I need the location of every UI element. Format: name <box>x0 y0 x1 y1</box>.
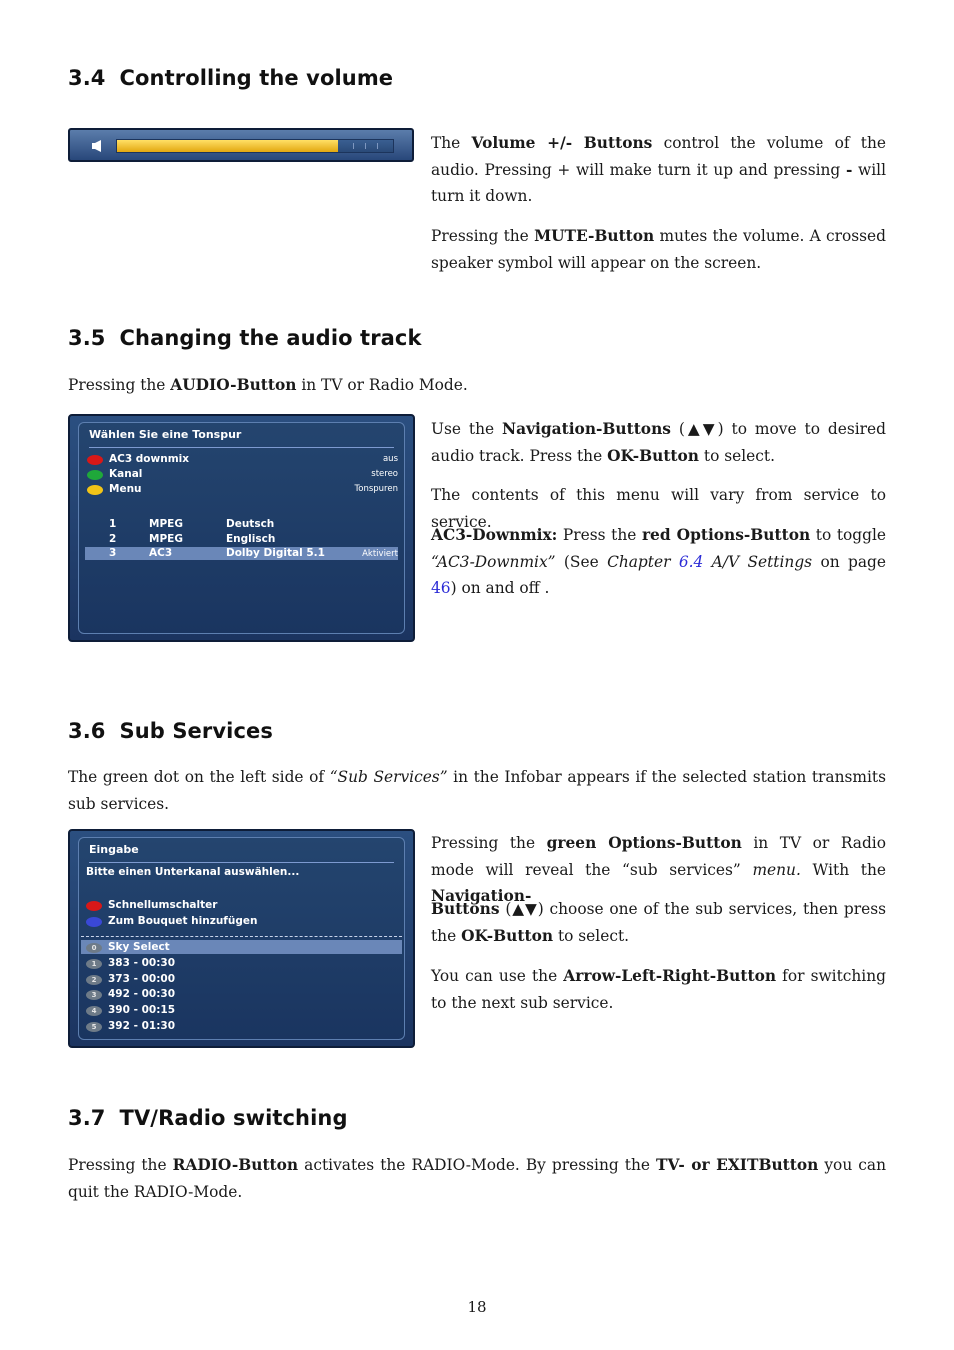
radio-paragraph: Pressing the RADIO-Button activates the RADIO-Mode. By pressing the TV- or EXITButton you can quit the RADIO-Mode. <box>68 1156 886 1201</box>
number-5-icon: 5 <box>86 1022 102 1032</box>
section-title: Changing the audio track <box>119 326 422 350</box>
track-codec: MPEG <box>149 518 183 530</box>
volume-tick <box>365 143 366 149</box>
dashed-separator <box>81 936 402 937</box>
section-number: 3.6 <box>68 719 106 743</box>
option-label: AC3 downmix <box>109 453 190 465</box>
service-label: 373 - 00:00 <box>108 973 176 985</box>
option-value: stereo <box>371 469 398 479</box>
track-codec: MPEG <box>149 533 183 545</box>
section-number: 3.4 <box>68 66 106 90</box>
volume-bar-screenshot <box>68 128 414 162</box>
red-button-icon <box>87 455 103 465</box>
audio-paragraph-1: Use the Navigation-Buttons (▲▼) to move to desired audio track. Press the OK-Button to select. <box>431 420 886 465</box>
option-value: Tonspuren <box>354 484 398 494</box>
track-number: 3 <box>109 547 117 559</box>
page-link[interactable]: 46 <box>431 579 451 597</box>
option-value: aus <box>382 454 398 464</box>
section-heading-3-7 <box>68 1106 348 1130</box>
number-4-icon: 4 <box>86 1006 102 1016</box>
volume-paragraph-2: Pressing the MUTE-Button mutes the volume. A crossed speaker symbol will appear on the screen. <box>431 227 887 272</box>
service-label: 383 - 00:30 <box>108 957 176 969</box>
volume-tick <box>353 143 354 149</box>
menu-title: Wählen Sie eine Tonspur <box>89 423 394 448</box>
option-label: Menu <box>109 483 142 495</box>
volume-tick <box>377 143 378 149</box>
audio-track-menu-screenshot <box>68 414 415 642</box>
speaker-icon <box>90 140 106 152</box>
section-title: TV/Radio switching <box>119 1106 348 1130</box>
track-number: 2 <box>109 533 117 545</box>
section-title: Controlling the volume <box>119 66 394 90</box>
section-title: Sub Services <box>119 719 273 743</box>
page-number: 18 <box>467 1298 487 1316</box>
service-label: 392 - 01:30 <box>108 1020 176 1032</box>
section-heading-3-4 <box>68 66 393 90</box>
track-codec: AC3 <box>149 547 173 559</box>
section-number: 3.7 <box>68 1106 106 1130</box>
volume-track <box>116 139 394 153</box>
sub-services-intro: The green dot on the left side of “Sub Services” in the Infobar appears if the selected station transmits sub services. <box>68 768 886 813</box>
sub-services-paragraph-2: Buttons (▲▼) choose one of the sub services, then press the OK-Button to select. <box>431 900 886 945</box>
blue-button-icon <box>86 917 102 927</box>
option-label: Zum Bouquet hinzufügen <box>108 915 258 927</box>
volume-fill <box>117 140 338 152</box>
number-0-icon: 0 <box>86 943 102 953</box>
section-heading-3-6 <box>68 719 273 743</box>
number-2-icon: 2 <box>86 975 102 985</box>
number-3-icon: 3 <box>86 990 102 1000</box>
volume-paragraph-1: The Volume +/- Buttons control the volume of the audio. Pressing + will make turn it up and pressing - will turn it down. <box>431 134 886 205</box>
sub-services-paragraph-3: You can use the Arrow-Left-Right-Button for switching to the next sub service. <box>431 967 886 1012</box>
menu-panel <box>78 422 405 634</box>
option-label: Kanal <box>109 468 143 480</box>
service-label: Sky Select <box>108 941 170 953</box>
number-1-icon: 1 <box>86 959 102 969</box>
red-button-icon <box>86 901 102 911</box>
audio-paragraph-2: The contents of this menu will vary from service to service. <box>431 486 886 531</box>
audio-paragraph-3: AC3-Downmix: Press the red Options-Button to toggle “AC3-Downmix” (See Chapter 6.4 A/V Settings on page 46) on and off . <box>431 526 886 597</box>
service-label: 492 - 00:30 <box>108 988 176 1000</box>
option-label: Schnellumschalter <box>108 899 218 911</box>
chapter-link[interactable]: 6.4 <box>678 552 704 571</box>
section-heading-3-5 <box>68 326 422 350</box>
service-label: 390 - 00:15 <box>108 1004 176 1016</box>
track-language: Englisch <box>226 533 276 545</box>
track-language: Dolby Digital 5.1 <box>226 547 325 559</box>
audio-intro: Pressing the AUDIO-Button in TV or Radio Mode. <box>68 376 468 394</box>
sub-services-menu-screenshot <box>68 829 415 1048</box>
menu-panel <box>78 837 405 1040</box>
green-button-icon <box>87 470 103 480</box>
menu-title: Eingabe <box>89 838 394 863</box>
sub-services-paragraph-1: Pressing the green Options-Button in TV or Radio mode will reveal the “sub services” menu. With the Navigation- <box>431 834 886 905</box>
track-status: Aktiviert <box>362 549 398 559</box>
track-language: Deutsch <box>226 518 275 530</box>
yellow-button-icon <box>87 485 103 495</box>
menu-prompt: Bitte einen Unterkanal auswählen... <box>86 866 300 878</box>
section-number: 3.5 <box>68 326 106 350</box>
track-number: 1 <box>109 518 117 530</box>
